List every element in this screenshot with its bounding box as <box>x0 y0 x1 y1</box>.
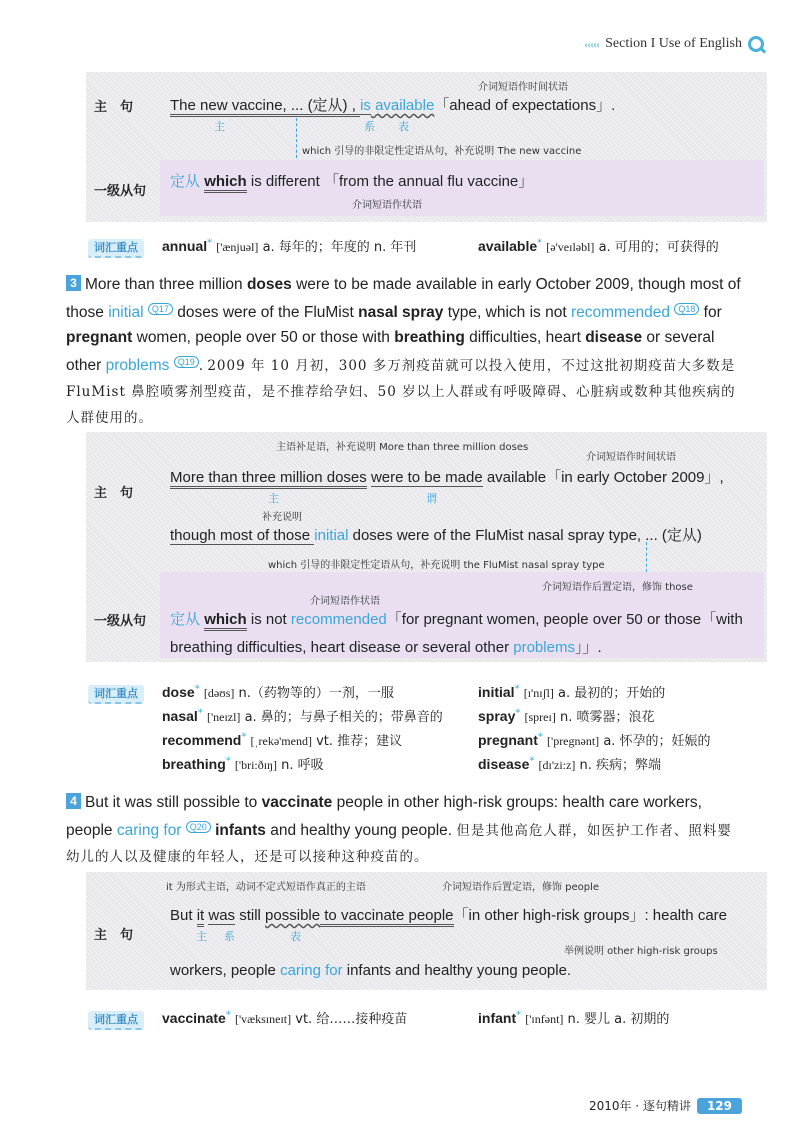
main-clause-line2: though most of those initial doses were of the FluMist nasal spray type, ... (定从) <box>170 527 702 544</box>
sub-clause-line1: 定从 which is not recommended「for pregnant women, people over 50 or those「with <box>170 608 743 629</box>
vocab-item: infant* ['ɪnfənt] n. 婴儿 a. 初期的 <box>478 1009 670 1027</box>
annotation: 介词短语作时间状语 <box>478 82 568 93</box>
clause-link-verb: was <box>208 907 236 924</box>
clause-predicative: possible <box>265 907 321 924</box>
analysis-box-2 <box>86 432 767 662</box>
clause-predicative: available <box>370 97 435 114</box>
footer-label: 2010年 · 逐句精讲 <box>588 1099 691 1113</box>
header-title: Section I Use of English <box>605 36 742 51</box>
page-number: 129 <box>697 1098 742 1114</box>
annotation: 介词短语作后置定语，修饰 those <box>542 582 693 593</box>
keyword: caring for <box>116 822 182 839</box>
vocab-item: vaccinate* ['væksɪneɪt] vt. 给……接种疫苗 <box>162 1009 408 1027</box>
annotation: 介词短语作状语 <box>352 200 422 211</box>
annotation: 主语补足语，补充说明 More than three million doses <box>276 442 529 453</box>
paragraph-3: 3 More than three million doses were to be made available in early October 2009, though most of those initial $^{Q17}$ doses were of the FluMist nasal spray type, which is not recommended $^{Q18}$ for pregnant women, people over 50 or those with breathing difficulties, heart disease or several other problems $^{Q19}$ . 2009 年 10 月初，300 多万剂疫苗就可以投入使用，不过这批初期疫苗大多数是 FluMist 鼻腔喷雾剂型疫苗，是不推荐给孕妇、50 岁以上人群或有呼吸障碍、心脏病或数种其他疾病的人群使用的。 <box>66 276 741 426</box>
role-subject: 主 <box>214 120 225 133</box>
clause-subject: it <box>197 907 205 927</box>
question-badge: Q20 <box>186 821 211 833</box>
clause-adverbial: 「ahead of expectations」. <box>434 97 616 114</box>
main-clause-line1: More than three million doses were to be made available「in early October 2009」, <box>170 466 724 487</box>
sub-clause <box>170 170 533 191</box>
main-clause-label: 主 句 <box>94 486 134 501</box>
chevrons-icon: ‹‹‹‹‹ <box>584 36 600 51</box>
keyword: initial <box>108 304 144 321</box>
paragraph-number: 4 <box>66 793 81 809</box>
paragraph-4: 4 But it was still possible to vaccinate people in other high-risk groups: health care workers, people caring for $^{Q20}$ infants and healthy young people. 但是其他高危人群，如医护工作者、照料婴幼儿的人以及健康的年轻人，还是可以接种这种疫苗的。 <box>66 794 732 865</box>
vocab-tag-label: 词汇重点 <box>88 239 144 258</box>
translation: 2009 年 10 月初，300 多万剂疫苗就可以投入使用，不过这批初期疫苗大多数是 FluMist 鼻腔喷雾剂型疫苗，是不推荐给孕妇、50 岁以上人群或有呼吸障碍、心脏病或数种其他疾病的人群使用的。 <box>66 358 736 426</box>
main-clause <box>170 94 615 115</box>
main-clause-line2: workers, people caring for infants and healthy young people. <box>170 962 572 979</box>
annotation: 介词短语作后置定语，修饰 people <box>442 882 600 893</box>
role-predicative: 表 <box>290 930 301 943</box>
clause-link-verb: is <box>360 97 371 114</box>
clause-subject: The new vaccine, ... (定从) , <box>170 97 360 117</box>
annotation: it 为形式主语，动词不定式短语作真正的主语 <box>166 882 366 893</box>
clause-relative: which <box>204 173 247 193</box>
running-header <box>584 36 764 52</box>
vocab-tag <box>88 236 144 255</box>
main-clause-label: 主 句 <box>94 100 134 115</box>
vocab-item: available* [ə'veɪləbl] a. 可用的；可获得的 <box>478 237 719 255</box>
main-clause-line1: But it was still possible to vaccinate people「in other high-risk groups」: health care <box>170 904 727 925</box>
vocab-item: nasal* ['neɪzl] a. 鼻的；与鼻子相关的；带鼻音的 <box>162 707 443 725</box>
vocab-item: annual* ['ænjuəl] a. 每年的；年度的 n. 年刊 <box>162 237 417 255</box>
analysis-box-3 <box>86 872 767 990</box>
role-link: 系 <box>364 120 375 133</box>
vocab-item: breathing* ['bri:ðɪŋ] n. 呼吸 <box>162 755 324 773</box>
vocab-item: initial* [ɪ'nɪʃl] a. 最初的；开始的 <box>478 683 666 701</box>
role-predicative: 表 <box>398 120 409 133</box>
vocab-tag <box>88 682 144 701</box>
role-subject: 主 <box>268 492 279 505</box>
translation: 但是其他高危人群，如医护工作者、照料婴幼儿的人以及健康的年轻人，还是可以接种这种疫苗的。 <box>66 823 732 865</box>
question-badge: Q18 <box>674 303 699 315</box>
keyword: problems <box>105 357 170 374</box>
vocab-item: recommend* [ˌrekə'mend] vt. 推荐；建议 <box>162 731 403 749</box>
annotation: 举例说明 other high-risk groups <box>564 946 718 957</box>
keyword: recommended <box>570 304 671 321</box>
sub-clause-label: 一级从句 <box>94 614 147 629</box>
main-clause-label: 主 句 <box>94 928 134 943</box>
clause-real-subject: to vaccinate people <box>320 907 453 927</box>
vocab-item: dose* [dəʊs] n.（药物等的）一剂，一服 <box>162 683 394 701</box>
question-badge: Q17 <box>148 303 173 315</box>
vocab-tag-label: 词汇重点 <box>88 685 144 704</box>
vocab-tag <box>88 1008 144 1027</box>
clause-predicate: were to be made <box>370 469 483 486</box>
annotation: 介词短语作时间状语 <box>586 452 676 463</box>
clause-subject: More than three million doses <box>170 469 367 489</box>
magnifier-icon <box>748 36 764 52</box>
clause-adverbial: 「from the annual flu vaccine」 <box>323 173 534 190</box>
question-badge: Q19 <box>174 356 199 368</box>
role-predicate: 谓 <box>426 492 437 505</box>
vocab-tag-label: 词汇重点 <box>88 1011 144 1030</box>
clause-note: which 引导的非限定性定语从句，补充说明 The new vaccine <box>302 146 582 157</box>
sub-clause-line2: breathing difficulties, heart disease or several other problems」」. <box>170 639 602 656</box>
vocab-item: pregnant* ['pregnənt] a. 怀孕的；妊娠的 <box>478 731 711 749</box>
clause-verb: is different <box>246 173 320 190</box>
clause-tag: 定从 <box>170 173 201 190</box>
annotation: 介词短语作状语 <box>310 596 380 607</box>
page-footer <box>589 1097 742 1114</box>
annotation: 补充说明 <box>262 512 302 523</box>
analysis-box-1 <box>86 72 767 222</box>
vocab-item: disease* [dɪ'zi:z] n. 疾病；弊端 <box>478 755 661 773</box>
role-subject: 主 <box>196 930 207 943</box>
paragraph-number: 3 <box>66 275 81 291</box>
clause-note: which 引导的非限定性定语从句，补充说明 the FluMist nasal spray type <box>268 560 605 571</box>
sub-clause-label: 一级从句 <box>94 184 147 199</box>
role-link: 系 <box>224 930 235 943</box>
vocab-item: spray* [spreɪ] n. 喷雾器；浪花 <box>478 707 655 725</box>
